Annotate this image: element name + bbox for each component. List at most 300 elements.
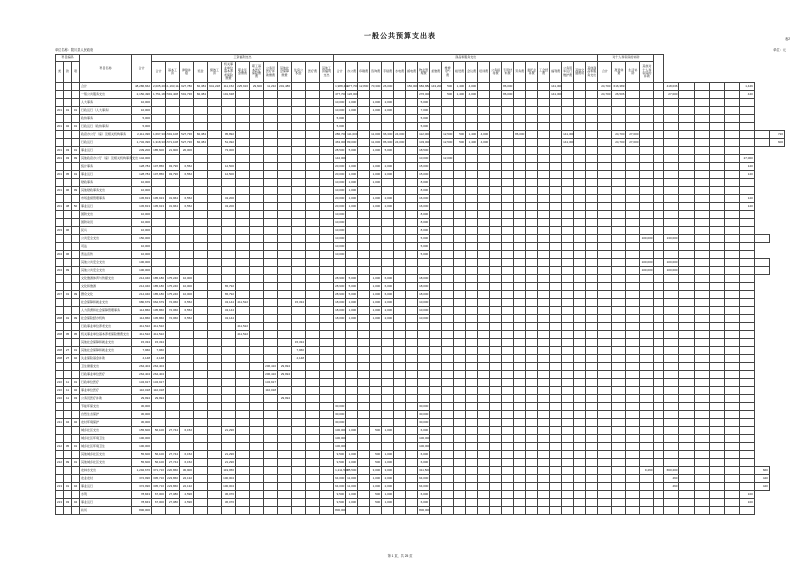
- row-value-cell: [166, 107, 180, 115]
- row-value-cell: [550, 155, 562, 163]
- row-value-cell: [194, 243, 208, 251]
- row-value-cell: [394, 211, 406, 219]
- row-value-cell: [598, 483, 612, 491]
- row-value-cell: [538, 483, 550, 491]
- row-value-cell: [514, 507, 526, 515]
- row-value-cell: 12,000: [442, 155, 454, 163]
- row-value-cell: [478, 387, 490, 395]
- row-value-cell: [334, 363, 346, 371]
- row-value-cell: [454, 147, 466, 155]
- row-value-cell: 65,792: [222, 291, 236, 299]
- row-value-cell: 7,960: [132, 347, 152, 355]
- row-value-cell: 440: [739, 91, 754, 99]
- row-value-cell: 15,334: [292, 299, 306, 307]
- row-value-cell: [346, 115, 358, 123]
- row-value-cell: [208, 371, 222, 379]
- row-value-cell: 9,500: [334, 491, 346, 499]
- row-value-cell: [382, 227, 394, 235]
- row-value-cell: [306, 123, 320, 131]
- row-value-cell: [406, 155, 418, 163]
- row-value-cell: [694, 139, 709, 147]
- row-value-cell: 201,486: [278, 83, 292, 91]
- row-value-cell: [166, 227, 180, 235]
- row-code: 03: [64, 155, 72, 163]
- row-value-cell: [478, 115, 490, 123]
- row-subject-name: 失业保险基金补助: [80, 355, 132, 363]
- row-value-cell: [694, 163, 709, 171]
- row-value-cell: [598, 355, 612, 363]
- row-subject-name: 行政事业单位养老支出: [80, 323, 132, 331]
- row-value-cell: [709, 323, 724, 331]
- header-transfer-col: 生活补助: [626, 62, 640, 83]
- row-value-cell: [694, 299, 709, 307]
- row-value-cell: [478, 307, 490, 315]
- row-value-cell: [550, 475, 562, 483]
- row-value-cell: [442, 267, 454, 275]
- row-value-cell: [694, 235, 709, 243]
- row-value-cell: [250, 283, 264, 291]
- row-value-cell: [454, 299, 466, 307]
- row-value-cell: [358, 155, 370, 163]
- row-value-cell: [586, 371, 598, 379]
- row-value-cell: [306, 435, 320, 443]
- row-value-cell: [664, 395, 679, 403]
- row-value-cell: [739, 187, 754, 195]
- header-goods-col: 工会经费: [538, 62, 550, 83]
- row-value-cell: [478, 291, 490, 299]
- row-value-cell: [709, 219, 724, 227]
- row-value-cell: [626, 203, 640, 211]
- row-value-cell: [514, 99, 526, 107]
- row-value-cell: [679, 307, 694, 315]
- row-value-cell: [679, 187, 694, 195]
- row-value-cell: [586, 315, 598, 323]
- table-row: [56, 475, 785, 483]
- row-value-cell: [654, 187, 664, 195]
- row-value-cell: [694, 339, 709, 347]
- row-value-cell: 24,700: [612, 139, 626, 147]
- row-value-cell: [406, 427, 418, 435]
- row-subject-name: 司法: [80, 243, 132, 251]
- row-value-cell: [278, 219, 292, 227]
- row-value-cell: [586, 267, 598, 275]
- row-value-cell: [418, 371, 430, 379]
- row-value-cell: [478, 299, 490, 307]
- row-value-cell: [490, 395, 502, 403]
- row-value-cell: [194, 275, 208, 283]
- row-value-cell: 6,152: [180, 451, 194, 459]
- row-code: [64, 179, 72, 187]
- row-value-cell: [586, 235, 598, 243]
- row-value-cell: [562, 387, 574, 395]
- row-value-cell: [739, 331, 754, 339]
- row-code: 210: [56, 395, 64, 403]
- row-value-cell: [454, 243, 466, 251]
- row-value-cell: [612, 483, 626, 491]
- row-value-cell: [490, 131, 502, 139]
- row-value-cell: 1,000: [382, 427, 394, 435]
- row-value-cell: [640, 507, 654, 515]
- row-value-cell: [292, 283, 306, 291]
- row-value-cell: 980,679: [132, 299, 152, 307]
- row-value-cell: [442, 235, 454, 243]
- row-value-cell: [180, 115, 194, 123]
- row-value-cell: [166, 115, 180, 123]
- row-code: [64, 371, 72, 379]
- row-code: 204: [56, 267, 64, 275]
- row-value-cell: [754, 139, 769, 147]
- row-value-cell: [679, 91, 694, 99]
- row-value-cell: [250, 347, 264, 355]
- row-value-cell: [724, 459, 739, 467]
- row-value-cell: [236, 195, 250, 203]
- row-value-cell: [382, 435, 394, 443]
- row-subject-name: 行政单位医疗: [80, 379, 132, 387]
- row-value-cell: [490, 475, 502, 483]
- table-row: [56, 243, 785, 251]
- row-value-cell: [478, 203, 490, 211]
- row-value-cell: [406, 139, 418, 147]
- row-value-cell: [664, 403, 679, 411]
- row-value-cell: [250, 331, 264, 339]
- row-value-cell: [306, 283, 320, 291]
- row-value-cell: [626, 467, 640, 475]
- row-value-cell: [406, 411, 418, 419]
- row-value-cell: [709, 139, 724, 147]
- row-value-cell: [430, 291, 442, 299]
- row-value-cell: 18,000: [334, 307, 346, 315]
- row-value-cell: [278, 427, 292, 435]
- row-value-cell: 460: [664, 475, 679, 483]
- row-value-cell: [709, 291, 724, 299]
- row-value-cell: [586, 403, 598, 411]
- row-value-cell: [370, 419, 382, 427]
- row-value-cell: [442, 379, 454, 387]
- row-value-cell: [574, 331, 586, 339]
- row-code: [72, 83, 80, 91]
- header-transfer-col: 合计: [598, 62, 612, 83]
- row-value-cell: [370, 251, 382, 259]
- row-code: [56, 139, 64, 147]
- row-value-cell: [442, 339, 454, 347]
- row-value-cell: [598, 331, 612, 339]
- row-value-cell: [466, 483, 478, 491]
- row-value-cell: [430, 203, 442, 211]
- row-value-cell: [278, 243, 292, 251]
- row-value-cell: [370, 211, 382, 219]
- row-value-cell: [292, 507, 306, 515]
- row-value-cell: 128,784: [132, 171, 152, 179]
- row-code: [56, 363, 64, 371]
- row-value-cell: [694, 83, 709, 91]
- row-code: [56, 91, 64, 99]
- row-value-cell: [382, 187, 394, 195]
- row-value-cell: [640, 315, 654, 323]
- row-value-cell: [550, 363, 562, 371]
- row-value-cell: [679, 403, 694, 411]
- row-value-cell: [640, 283, 654, 291]
- row-value-cell: [739, 371, 754, 379]
- row-value-cell: [724, 483, 739, 491]
- row-value-cell: [586, 219, 598, 227]
- row-value-cell: [442, 291, 454, 299]
- row-value-cell: [679, 83, 694, 91]
- row-subject-name: 城乡社区环境卫生: [80, 443, 132, 451]
- row-value-cell: 29,994: [278, 363, 292, 371]
- row-value-cell: 21,296: [222, 459, 236, 467]
- row-value-cell: [194, 147, 208, 155]
- row-value-cell: 1,000: [346, 491, 358, 499]
- row-code: [56, 427, 64, 435]
- row-value-cell: [526, 427, 538, 435]
- row-value-cell: [222, 347, 236, 355]
- row-value-cell: [194, 115, 208, 123]
- row-subject-name: 其他社会保障和就业支出: [80, 347, 132, 355]
- row-value-cell: [574, 155, 586, 163]
- row-value-cell: 411,522: [236, 299, 250, 307]
- row-value-cell: [724, 171, 739, 179]
- row-value-cell: [250, 91, 264, 99]
- row-value-cell: [664, 339, 679, 347]
- row-value-cell: [454, 475, 466, 483]
- row-value-cell: [724, 211, 739, 219]
- row-value-cell: [586, 131, 598, 139]
- row-value-cell: [430, 315, 442, 323]
- row-value-cell: [166, 395, 180, 403]
- row-value-cell: [236, 387, 250, 395]
- row-value-cell: [550, 507, 562, 515]
- row-code: [72, 115, 80, 123]
- row-value-cell: [654, 131, 664, 139]
- row-value-cell: [222, 179, 236, 187]
- row-code: 213: [56, 499, 64, 507]
- row-value-cell: 6,152: [180, 427, 194, 435]
- row-value-cell: [466, 315, 478, 323]
- row-code: 201: [56, 107, 64, 115]
- row-value-cell: [739, 259, 754, 267]
- row-value-cell: [180, 379, 194, 387]
- row-value-cell: [626, 499, 640, 507]
- row-value-cell: [654, 171, 664, 179]
- table-row: [56, 83, 785, 91]
- row-code: 201: [56, 147, 64, 155]
- row-value-cell: 185,180: [152, 283, 166, 291]
- row-value-cell: [442, 507, 454, 515]
- row-value-cell: [612, 331, 626, 339]
- row-value-cell: [654, 427, 664, 435]
- row-value-cell: [654, 395, 664, 403]
- row-value-cell: [236, 395, 250, 403]
- row-value-cell: [278, 235, 292, 243]
- row-value-cell: [466, 99, 478, 107]
- row-value-cell: [526, 371, 538, 379]
- row-value-cell: 15,000: [418, 163, 430, 171]
- row-value-cell: 1,000: [346, 195, 358, 203]
- row-value-cell: [454, 107, 466, 115]
- row-value-cell: [278, 307, 292, 315]
- row-value-cell: [208, 123, 222, 131]
- row-value-cell: [478, 235, 490, 243]
- currency-unit-label: 单位：元: [773, 48, 786, 52]
- row-value-cell: [236, 355, 250, 363]
- row-value-cell: [358, 323, 370, 331]
- row-code: [72, 507, 80, 515]
- row-value-cell: [514, 91, 526, 99]
- row-value-cell: [640, 115, 654, 123]
- row-value-cell: [598, 179, 612, 187]
- row-value-cell: [222, 235, 236, 243]
- row-value-cell: [320, 115, 334, 123]
- row-value-cell: [724, 347, 739, 355]
- row-value-cell: [526, 83, 538, 91]
- row-code: [64, 427, 72, 435]
- row-value-cell: [502, 395, 514, 403]
- row-value-cell: [640, 443, 654, 451]
- row-value-cell: 12,500: [222, 171, 236, 179]
- row-value-cell: [562, 171, 574, 179]
- row-code: [56, 195, 64, 203]
- row-value-cell: [208, 235, 222, 243]
- row-value-cell: [466, 203, 478, 211]
- row-value-cell: 9,500: [334, 499, 346, 507]
- row-value-cell: [502, 339, 514, 347]
- row-value-cell: [574, 379, 586, 387]
- row-value-cell: [264, 419, 278, 427]
- row-value-cell: [358, 347, 370, 355]
- row-value-cell: [562, 147, 574, 155]
- row-value-cell: [612, 379, 626, 387]
- row-value-cell: [490, 91, 502, 99]
- row-value-cell: [466, 411, 478, 419]
- row-value-cell: [250, 499, 264, 507]
- row-value-cell: [739, 443, 754, 451]
- row-value-cell: [640, 491, 654, 499]
- row-value-cell: [250, 403, 264, 411]
- row-value-cell: 411,522: [152, 331, 166, 339]
- row-value-cell: [222, 379, 236, 387]
- row-value-cell: [320, 411, 334, 419]
- row-value-cell: [654, 299, 664, 307]
- row-value-cell: [382, 235, 394, 243]
- row-value-cell: 6,152: [180, 459, 194, 467]
- row-value-cell: 70,300: [370, 83, 382, 91]
- row-value-cell: [526, 291, 538, 299]
- table-row: [56, 155, 785, 163]
- row-value-cell: [320, 467, 334, 475]
- table-row: [56, 163, 785, 171]
- row-value-cell: [406, 291, 418, 299]
- row-value-cell: [250, 459, 264, 467]
- row-value-cell: [346, 371, 358, 379]
- row-value-cell: 130,000: [664, 235, 679, 243]
- row-value-cell: [394, 379, 406, 387]
- row-value-cell: 591,736: [180, 91, 194, 99]
- row-value-cell: [406, 219, 418, 227]
- row-value-cell: [346, 155, 358, 163]
- row-value-cell: [586, 331, 598, 339]
- row-value-cell: [394, 459, 406, 467]
- row-value-cell: [664, 355, 679, 363]
- row-value-cell: 120: [739, 171, 754, 179]
- row-value-cell: [640, 435, 654, 443]
- row-value-cell: 141,300: [550, 83, 562, 91]
- row-value-cell: [574, 219, 586, 227]
- row-value-cell: [442, 275, 454, 283]
- row-value-cell: [320, 451, 334, 459]
- row-code: [64, 195, 72, 203]
- row-value-cell: [166, 331, 180, 339]
- row-value-cell: [514, 235, 526, 243]
- row-value-cell: [152, 411, 166, 419]
- row-value-cell: [236, 179, 250, 187]
- row-value-cell: [430, 403, 442, 411]
- row-value-cell: 100,000: [664, 267, 679, 275]
- row-value-cell: [586, 115, 598, 123]
- row-value-cell: [278, 179, 292, 187]
- row-value-cell: 155,600: [132, 427, 152, 435]
- row-value-cell: 10,000: [180, 291, 194, 299]
- row-value-cell: [574, 339, 586, 347]
- row-value-cell: [574, 275, 586, 283]
- row-value-cell: [292, 371, 306, 379]
- row-value-cell: [538, 163, 550, 171]
- table-row: [56, 435, 785, 443]
- row-value-cell: [430, 379, 442, 387]
- row-value-cell: [466, 235, 478, 243]
- row-value-cell: 8,000: [418, 187, 430, 195]
- header-goods-group: 商品和服务支出: [334, 55, 598, 62]
- row-value-cell: [502, 363, 514, 371]
- row-value-cell: [574, 467, 586, 475]
- row-value-cell: [208, 331, 222, 339]
- row-value-cell: [166, 267, 180, 275]
- row-value-cell: 56,100: [152, 459, 166, 467]
- row-value-cell: [709, 147, 724, 155]
- row-value-cell: 1,000: [370, 483, 382, 491]
- row-value-cell: [640, 403, 654, 411]
- row-value-cell: [208, 147, 222, 155]
- row-value-cell: [490, 427, 502, 435]
- row-value-cell: [526, 203, 538, 211]
- row-value-cell: [598, 123, 612, 131]
- row-value-cell: 141,300: [562, 139, 574, 147]
- table-row: [56, 451, 785, 459]
- row-value-cell: [194, 315, 208, 323]
- row-value-cell: [320, 235, 334, 243]
- row-subject-name: 事业单位医疗: [80, 387, 132, 395]
- row-value-cell: [442, 443, 454, 451]
- row-value-cell: [586, 387, 598, 395]
- row-value-cell: [664, 219, 679, 227]
- row-value-cell: [292, 195, 306, 203]
- row-value-cell: [320, 83, 334, 91]
- row-value-cell: [514, 499, 526, 507]
- row-value-cell: [612, 251, 626, 259]
- row-value-cell: [724, 91, 739, 99]
- row-value-cell: [278, 411, 292, 419]
- row-code: 201: [56, 203, 64, 211]
- row-value-cell: [334, 387, 346, 395]
- row-value-cell: [490, 443, 502, 451]
- row-value-cell: [478, 219, 490, 227]
- row-value-cell: [550, 315, 562, 323]
- row-code: [56, 115, 64, 123]
- row-value-cell: [574, 451, 586, 459]
- row-value-cell: [526, 339, 538, 347]
- row-value-cell: [430, 443, 442, 451]
- row-value-cell: [502, 267, 514, 275]
- row-value-cell: [250, 395, 264, 403]
